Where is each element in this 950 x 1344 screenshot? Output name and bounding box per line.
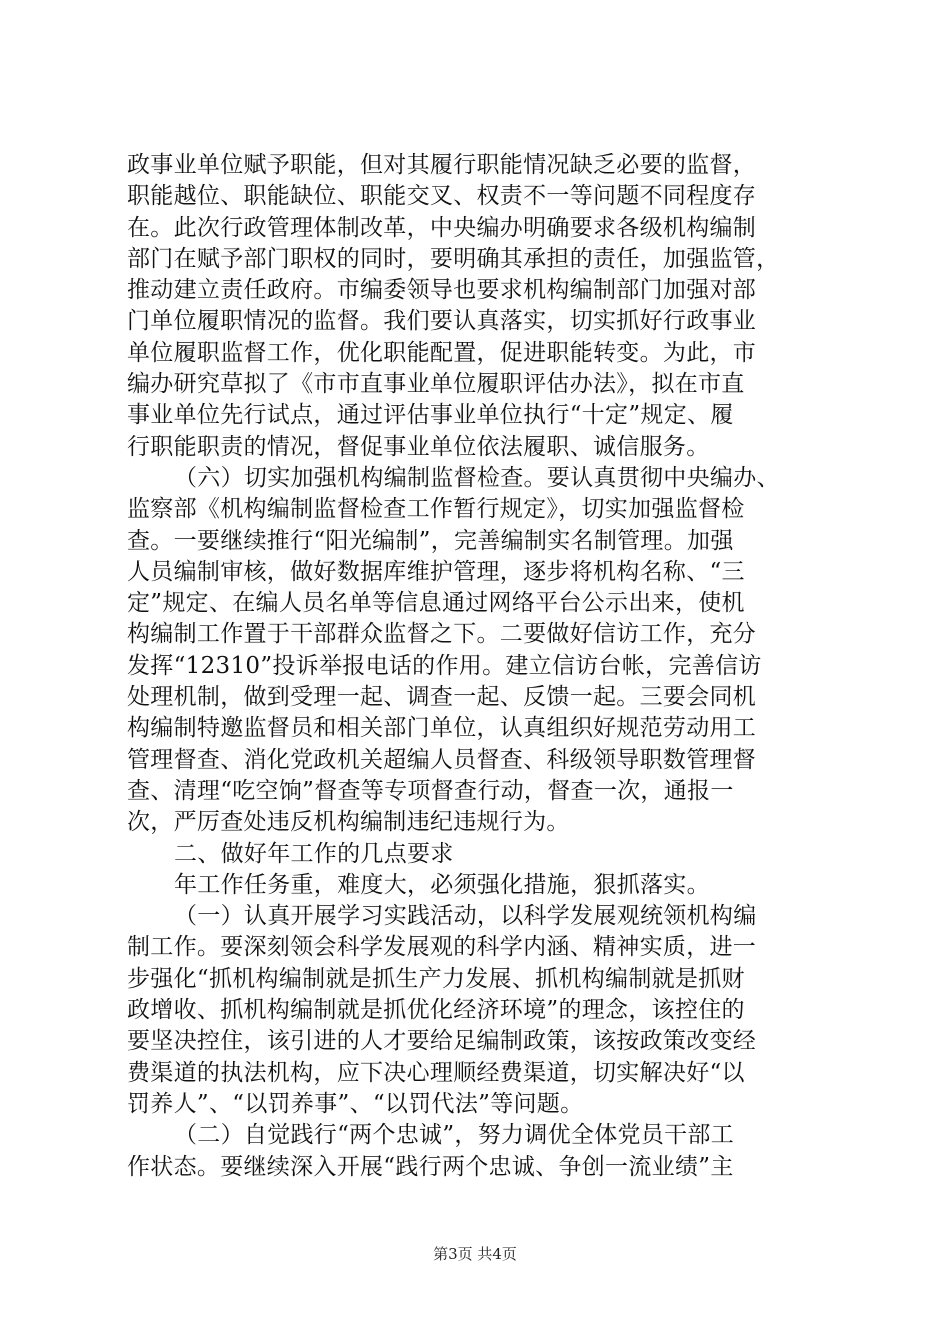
text-line: 步强化“抓机构编制就是抓生产力发展、抓机构编制就是抓财 (127, 965, 745, 992)
text-line: 罚养人”、“以罚养事”、“以罚代法”等问题。 (127, 1090, 584, 1117)
text-line: 查、清理“吃空饷”督查等专项督查行动，督查一次，通报一 (127, 777, 734, 804)
text-line: 职能越位、职能缺位、职能交叉、权责不一等问题不同程度存 (127, 183, 757, 210)
text-line: 在。此次行政管理体制改革，中央编办明确要求各级机构编制 (127, 214, 757, 241)
text-line: 人员编制审核，做好数据库维护管理，逐步将机构名称、“三 (127, 558, 745, 585)
section-heading: 二、做好年工作的几点要求 (174, 840, 454, 867)
paragraph-start-line: （六）切实加强机构编制监督检查。要认真贯彻中央编办、 (174, 464, 780, 491)
text-line: 处理机制，做到受理一起、调查一起、反馈一起。三要会同机 (127, 684, 757, 711)
text-line: 查。一要继续推行“阳光编制”，完善编制实名制管理。加强 (127, 527, 734, 554)
text-line: 事业单位先行试点，通过评估事业单位执行“十定”规定、履 (127, 402, 734, 429)
text-line: 监察部《机构编制监督检查工作暂行规定》，切实加强监督检 (127, 496, 745, 523)
text-line: 推动建立责任政府。市编委领导也要求机构编制部门加强对部 (127, 277, 757, 304)
text-line: 构编制特邀监督员和相关部门单位，认真组织好规范劳动用工 (127, 715, 757, 742)
text-line: 发挥“12310”投诉举报电话的作用。建立信访台帐，完善信访 (127, 652, 762, 679)
paragraph-start-line: （二）自觉践行“两个忠诚”，努力调优全体党员干部工 (174, 1122, 735, 1149)
text-line: 编办研究草拟了《市市直事业单位履职评估办法》，拟在市直 (127, 371, 745, 398)
text-line: 制工作。要深刻领会科学发展观的科学内涵、精神实质，进一 (127, 934, 757, 961)
paragraph-start-line: （一）认真开展学习实践活动，以科学发展观统领机构编 (174, 903, 757, 930)
text-line: 门单位履职情况的监督。我们要认真落实，切实抓好行政事业 (127, 308, 757, 335)
text-line: 次，严厉查处违反机构编制违纪违规行为。 (127, 809, 570, 836)
text-line: 行职能职责的情况，督促事业单位依法履职、诚信服务。 (127, 433, 710, 460)
page-number-footer: 第3页 共4页 (433, 1245, 517, 1263)
text-line: 部门在赋予部门职权的同时，要明确其承担的责任，加强监管， (127, 245, 780, 272)
text-line: 政事业单位赋予职能，但对其履行职能情况缺乏必要的监督， (127, 152, 757, 178)
text-line: 政增收、抓机构编制就是抓优化经济环境”的理念，该控住的 (127, 997, 745, 1024)
paragraph-start-line: 年工作任务重，难度大，必须强化措施，狠抓落实。 (174, 871, 710, 898)
text-line: 构编制工作置于干部群众监督之下。二要做好信访工作，充分 (127, 621, 757, 648)
text-line: 定”规定、在编人员名单等信息通过网络平台公示出来，使机 (127, 590, 745, 617)
text-line: 费渠道的执法机构，应下决心理顺经费渠道，切实解决好“以 (127, 1059, 745, 1086)
document-body (127, 150, 835, 1183)
text-line: 作状态。要继续深入开展“践行两个忠诚、争创一流业绩”主 (127, 1153, 734, 1180)
text-line: 单位履职监督工作，优化职能配置，促进职能转变。为此，市 (127, 339, 757, 366)
text-line: 管理督查、消化党政机关超编人员督查、科级领导职数管理督 (127, 746, 757, 773)
text-line: 要坚决控住，该引进的人才要给足编制政策，该按政策改变经 (127, 1028, 757, 1055)
